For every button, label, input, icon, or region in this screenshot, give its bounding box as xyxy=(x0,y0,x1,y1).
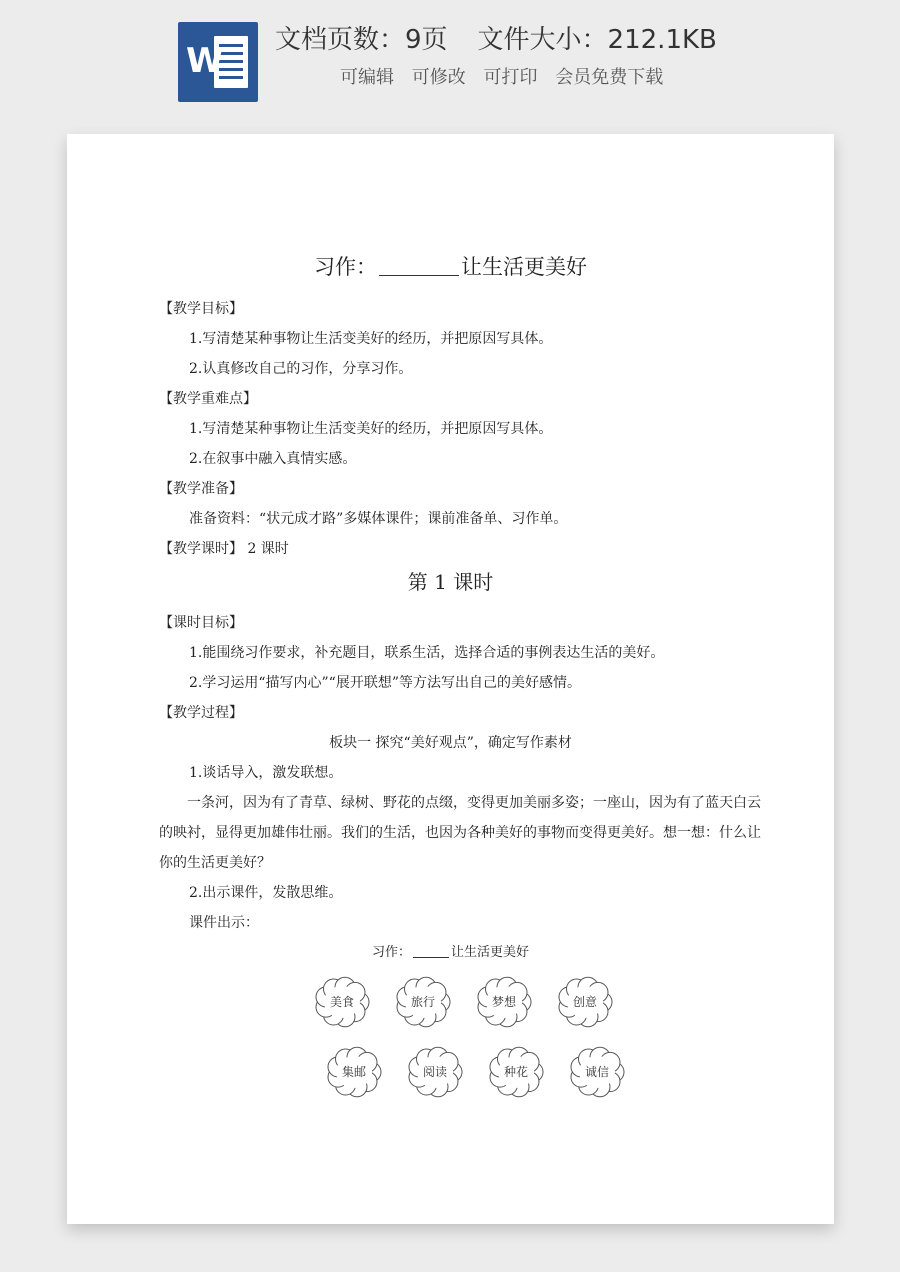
lesson-goal-item: 1.能围绕习作要求，补充题目，联系生活，选择合适的事例表达生活的美好。 xyxy=(189,645,665,661)
cloud-label: 阅读 xyxy=(422,1065,447,1079)
cloud-bubble xyxy=(474,974,534,1030)
prep-heading: 【教学准备】 xyxy=(159,481,243,497)
lesson-goal-item: 2.学习运用“描写内心”“展开联想”等方法写出自己的美好感情。 xyxy=(189,675,581,691)
hours-heading: 【教学课时】 xyxy=(159,541,243,557)
feature-list xyxy=(340,64,675,92)
word-letter: W xyxy=(186,41,224,81)
cloud-bubble xyxy=(555,974,615,1030)
file-size: 文件大小：212.1KB xyxy=(477,25,717,55)
figure-title-blank xyxy=(413,943,449,958)
keypoint-item: 2.在叙事中融入真情实感。 xyxy=(189,451,357,467)
block1-title: 板块一 探究“美好观点”，确定写作素材 xyxy=(329,735,572,751)
hours-value: 2 课时 xyxy=(247,541,289,557)
prep-text: 准备资料：“状元成才路”多媒体课件；课前准备单、习作单。 xyxy=(189,511,568,527)
cloud-label: 集邮 xyxy=(341,1065,366,1079)
title-blank xyxy=(379,257,459,276)
feature-modifiable: 可修改 xyxy=(411,67,466,88)
file-meta xyxy=(275,22,795,58)
step-1: 1.谈话导入，激发联想。 xyxy=(189,765,343,781)
keypoints-heading: 【教学重难点】 xyxy=(159,391,257,407)
hours-row xyxy=(159,539,289,559)
cloud-label: 旅行 xyxy=(410,995,435,1009)
intro-paragraph: 一条河，因为有了青草、绿树、野花的点缀，变得更加美丽多姿；一座山，因为有了蓝天白云的映衬，显得更加雄伟壮丽。我们的生活，也因为各种美好的事物而变得更美好。想一想：什么让你的生活更美好？ xyxy=(159,795,761,871)
cloud-bubble xyxy=(324,1044,384,1100)
feature-editable: 可编辑 xyxy=(340,67,394,88)
cloud-bubble xyxy=(405,1044,465,1100)
process-heading: 【教学过程】 xyxy=(159,705,243,721)
cloud-label: 种花 xyxy=(503,1065,528,1079)
objective-item: 2.认真修改自己的习作，分享习作。 xyxy=(189,361,413,377)
objective-item: 1.写清楚某种事物让生活变美好的经历，并把原因写具体。 xyxy=(189,331,553,347)
feature-member-download: 会员免费下载 xyxy=(555,67,664,88)
cloud-bubble xyxy=(486,1044,546,1100)
lesson-title: 第 1 课时 xyxy=(407,570,494,594)
cloud-bubble xyxy=(567,1044,627,1100)
download-banner xyxy=(0,0,900,120)
cloud-label: 梦想 xyxy=(491,995,516,1009)
cloud-label: 美食 xyxy=(329,995,354,1009)
step-2: 2.出示课件，发散思维。 xyxy=(189,885,343,901)
document-title: 习作： 让生活更美好 xyxy=(314,255,587,279)
feature-printable: 可打印 xyxy=(483,67,538,88)
lesson-goals-heading: 【课时目标】 xyxy=(159,615,243,631)
figure-title: 习作： 让生活更美好 xyxy=(371,945,530,960)
courseware-label: 课件出示： xyxy=(189,915,259,931)
keypoint-item: 1.写清楚某种事物让生活变美好的经历，并把原因写具体。 xyxy=(189,421,553,437)
cloud-label: 创意 xyxy=(572,995,597,1009)
cloud-bubble xyxy=(312,974,372,1030)
word-document-icon xyxy=(178,22,258,102)
document-page xyxy=(67,134,834,1224)
cloud-bubble xyxy=(393,974,453,1030)
objectives-heading: 【教学目标】 xyxy=(159,301,243,317)
cloud-label: 诚信 xyxy=(584,1065,609,1079)
page-count: 文档页数：9页 xyxy=(275,25,448,55)
